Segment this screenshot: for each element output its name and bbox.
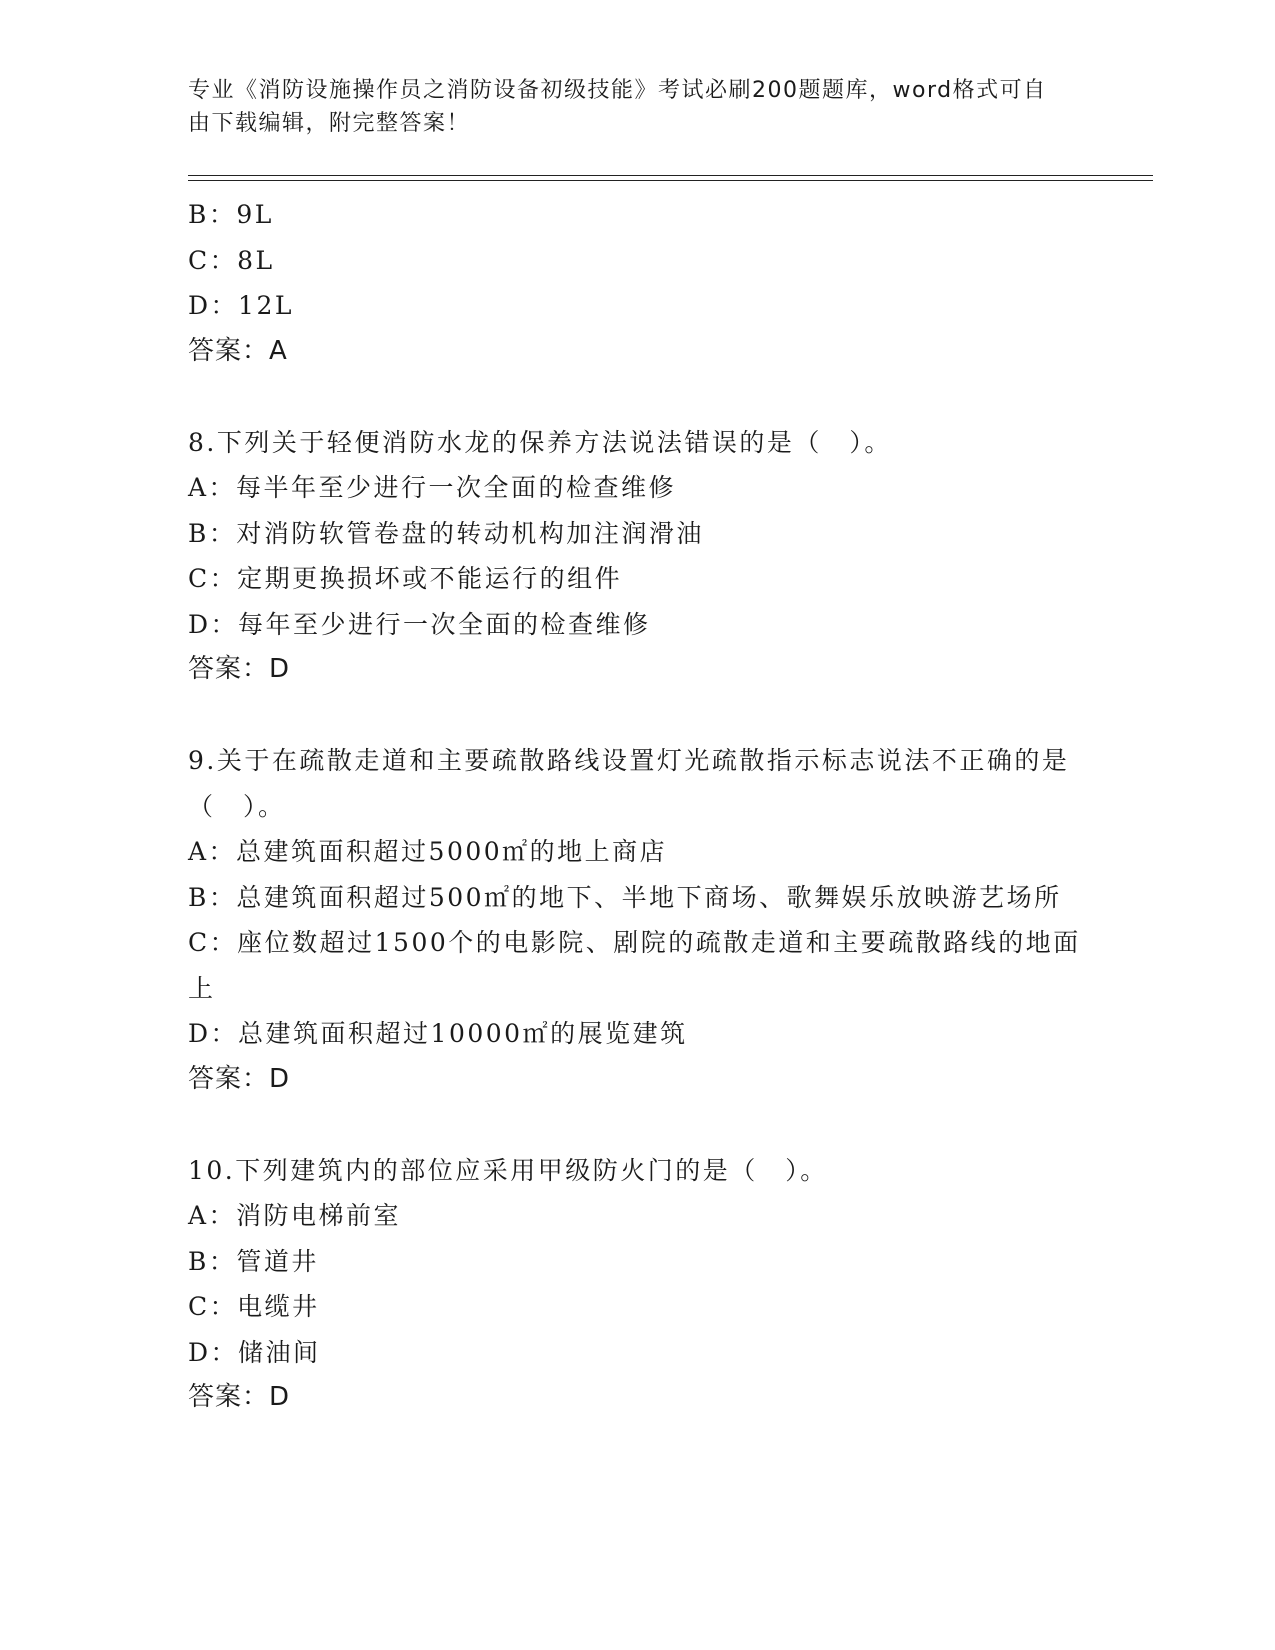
option-a: A：消防电梯前室: [188, 1201, 402, 1230]
question-stem: 8.下列关于轻便消防水龙的保养方法说法错误的是（ ）。: [188, 427, 892, 457]
option-b: B：9L: [188, 200, 274, 229]
question-7-continued: [188, 192, 1088, 374]
option-d: D：总建筑面积超过10000㎡的展览建筑: [188, 1019, 688, 1048]
answer: 答案：D: [188, 654, 291, 684]
option-b: B：对消防软管卷盘的转动机构加注润滑油: [188, 518, 704, 548]
answer: 答案：D: [188, 1063, 291, 1094]
question-stem: 9.关于在疏散走道和主要疏散路线设置灯光疏散指示标志说法不正确的是（ ）。: [188, 746, 1070, 821]
header-divider-bottom: [188, 180, 1153, 181]
question-list: [188, 192, 1088, 1421]
question-9: [188, 738, 1088, 1102]
option-d: D：12L: [188, 291, 294, 320]
option-b: B：管道井: [188, 1246, 319, 1276]
option-a: A：每半年至少进行一次全面的检查维修: [188, 473, 677, 502]
option-c: C：电缆井: [188, 1292, 320, 1321]
answer: 答案：A: [188, 335, 288, 366]
option-c: C：座位数超过1500个的电影院、剧院的疏散走道和主要疏散路线的地面上: [188, 928, 1081, 1003]
option-a: A：总建筑面积超过5000㎡的地上商店: [188, 837, 668, 866]
option-b: B：总建筑面积超过500㎡的地下、半地下商场、歌舞娱乐放映游艺场所: [188, 882, 1062, 912]
question-10: [188, 1148, 1088, 1421]
option-c: C：8L: [188, 245, 275, 275]
option-d: D：每年至少进行一次全面的检查维修: [188, 609, 651, 639]
option-d: D：储油间: [188, 1337, 321, 1367]
document-header: 专业《消防设施操作员之消防设备初级技能》考试必刷200题题库，word格式可自由下载编辑，附完整答案！: [188, 78, 1047, 136]
answer: 答案：D: [188, 1382, 291, 1412]
question-stem: 10.下列建筑内的部位应采用甲级防火门的是（ ）。: [188, 1155, 828, 1185]
header-divider-top: [188, 175, 1153, 176]
question-8: [188, 420, 1088, 693]
option-c: C：定期更换损坏或不能运行的组件: [188, 564, 623, 593]
